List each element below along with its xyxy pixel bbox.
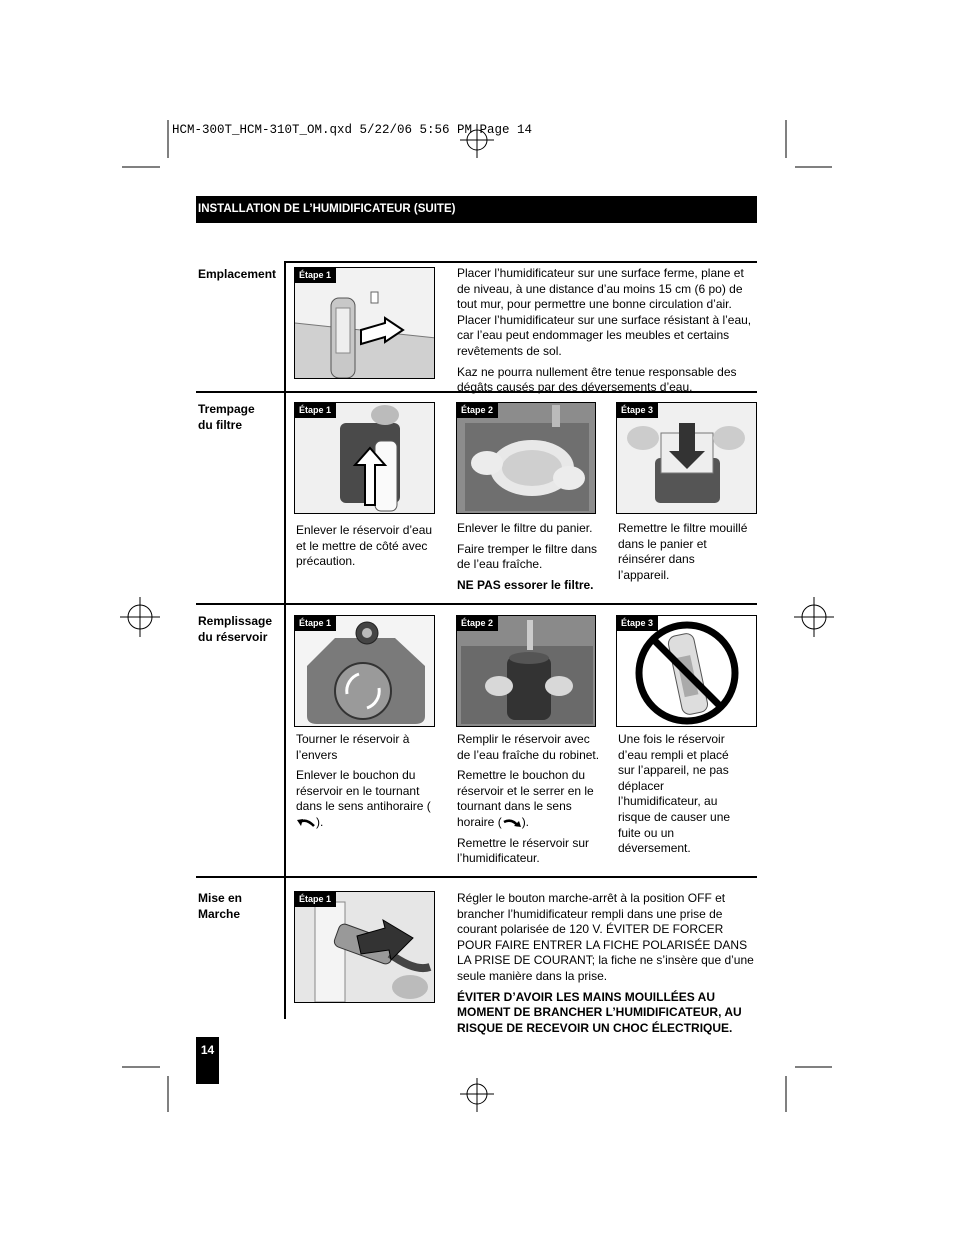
step-badge: Étape 3 xyxy=(617,403,658,418)
divider-4 xyxy=(196,876,757,878)
emplacement-paragraph-1: Placer l’humidificateur sur une surface ferme, plane et de niveau, à une distance d’au moins 15 cm (6 po) de tout mur, pour permettre une bonne circulation d’air. Placer l’humidificateur sur une surface résistant à l’eau, car l’eau peut endommager les meubles et certains revêtements de sol. xyxy=(457,266,752,358)
remplissage-caption-3: Une fois le réservoir d’eau rempli et placé sur l’appareil, ne pas déplacer l’humidificateur, au risque de causer une fuite ou un déversement. xyxy=(618,732,731,856)
vertical-divider xyxy=(284,261,286,1019)
image-mise-en-marche xyxy=(294,891,435,1003)
trempage-caption-3: Remettre le filtre mouillé dans le panier et réinsérer dans l’appareil. xyxy=(618,521,748,582)
section-title-emplacement: Emplacement xyxy=(198,267,277,281)
section-title-line: du filtre xyxy=(198,418,242,432)
mise-en-marche-text xyxy=(457,891,755,1041)
trempage-caption-1: Enlever le réservoir d’eau et le mettre de côté avec précaution. xyxy=(296,523,433,569)
section-title-trempage xyxy=(198,401,255,433)
mise-en-marche-paragraph-1: Régler le bouton marche-arrêt à la position OFF et brancher l’humidificateur rempli dans une prise de courant polarisée de 120 V. ÉVITER DE FORCER POUR FAIRE ENTRER LA FICHE POLARISÉE DANS LA PRISE DE COURANT; la fiche ne s’insère que d’une seule manière dans la prise. xyxy=(457,891,754,983)
insert-filter-illustration xyxy=(617,403,757,514)
trempage-caption-2a: Enlever le filtre du panier. xyxy=(457,521,593,535)
caption-text: ). xyxy=(521,814,530,829)
section-title-line: Mise en xyxy=(198,891,243,905)
step-badge: Étape 1 xyxy=(295,892,336,907)
image-remplissage-step1 xyxy=(294,615,435,727)
soak-filter-illustration xyxy=(457,403,596,514)
section-title-mise-en-marche xyxy=(198,890,242,922)
electric-shock-warning: ÉVITER D’AVOIR LES MAINS MOUILLÉES AU MOMENT DE BRANCHER L’HUMIDIFICATEUR, AU RISQUE DE RECEVOIR UN CHOC ÉLECTRIQUE. xyxy=(457,989,742,1035)
step-badge: Étape 2 xyxy=(457,616,498,631)
step-badge: Étape 1 xyxy=(295,403,336,418)
caption-text: Enlever le bouchon du réservoir en le tournant dans le sens antihoraire ( xyxy=(296,768,431,814)
section-title-line: Remplissage xyxy=(198,614,273,628)
humidifier-wall-illustration xyxy=(295,268,435,379)
step-badge: Étape 1 xyxy=(295,616,336,631)
image-trempage-step1 xyxy=(294,402,435,514)
trempage-warning: NE PAS essorer le filtre. xyxy=(457,577,594,592)
divider-3 xyxy=(196,603,757,605)
image-remplissage-step3 xyxy=(616,615,757,727)
remplissage-caption-2c: Remettre le réservoir sur l’humidificateur. xyxy=(457,835,590,866)
image-emplacement xyxy=(294,267,435,379)
step-badge: Étape 1 xyxy=(295,268,336,283)
image-remplissage-step2 xyxy=(456,615,596,727)
remplissage-caption-2a: Remplir le réservoir avec de l’eau fraîche du robinet. xyxy=(457,732,600,762)
remplissage-caption-1b xyxy=(296,768,441,830)
file-slug: HCM-300T_HCM-310T_OM.qxd 5/22/06 5:56 PM Page 14 xyxy=(172,123,533,137)
step-badge: Étape 2 xyxy=(457,403,498,418)
remplissage-caption-1 xyxy=(296,732,441,836)
remplissage-caption-2 xyxy=(457,732,602,872)
caption-text: Remettre le bouchon du réservoir et le serrer en le tournant dans le sens horaire ( xyxy=(457,768,594,829)
image-trempage-step3 xyxy=(616,402,757,514)
page-number: 14 xyxy=(196,1037,219,1084)
plug-outlet-illustration xyxy=(295,892,435,1003)
emplacement-paragraph-2: Kaz ne pourra nullement être tenue responsable des dégâts causés par des déversements d’eau. xyxy=(457,364,737,395)
section-title-remplissage xyxy=(198,613,272,645)
section-title-line: du réservoir xyxy=(198,630,268,644)
counterclockwise-arrow-icon xyxy=(296,818,316,828)
caption-text: ). xyxy=(316,814,324,829)
section-header: INSTALLATION DE L’HUMIDIFICATEUR (SUITE) xyxy=(196,196,757,223)
section-title-line: Marche xyxy=(198,907,241,921)
tank-cap-illustration xyxy=(295,616,435,727)
trempage-caption-2b: Faire tremper le filtre dans de l’eau fraîche. xyxy=(457,541,598,572)
do-not-move-illustration xyxy=(617,616,757,727)
section-title-line: Trempage xyxy=(198,402,255,416)
remove-tank-illustration xyxy=(295,403,435,514)
trempage-caption-2 xyxy=(457,521,601,598)
divider-1 xyxy=(284,261,757,263)
clockwise-arrow-icon xyxy=(502,818,522,828)
fill-tank-illustration xyxy=(457,616,596,727)
image-trempage-step2 xyxy=(456,402,596,514)
emplacement-text xyxy=(457,266,759,401)
remplissage-caption-2b xyxy=(457,768,602,830)
remplissage-caption-1a: Tourner le réservoir à l’envers xyxy=(296,732,410,762)
step-badge: Étape 3 xyxy=(617,616,658,631)
